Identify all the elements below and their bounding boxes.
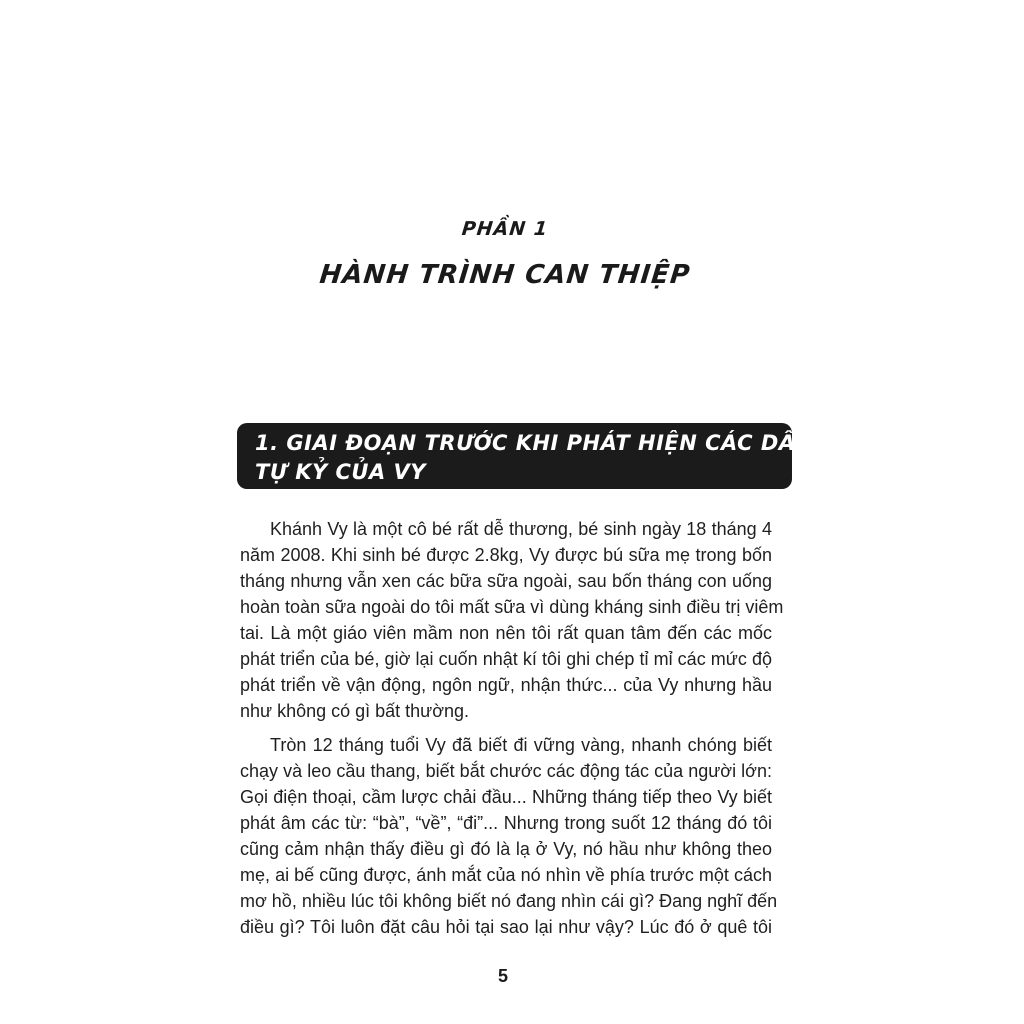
- part-title: HÀNH TRÌNH CAN THIỆP: [318, 260, 692, 290]
- section-heading-line-2: TỰ KỶ CỦA VY: [255, 460, 426, 484]
- paragraph-2: [240, 732, 778, 940]
- section-heading-box: [237, 423, 880, 489]
- paragraph-line: Khánh Vy là một cô bé rất dễ thương, bé sinh ngày 18 tháng 4: [270, 519, 772, 539]
- page-number: 5: [497, 966, 508, 986]
- paragraph-line: tháng nhưng vẫn xen các bữa sữa ngoài, sau bốn tháng con uống: [240, 571, 772, 591]
- paragraph-line: năm 2008. Khi sinh bé được 2.8kg, Vy được bú sữa mẹ trong bốn: [240, 545, 772, 565]
- paragraph-line: mẹ, ai bế cũng được, ánh mắt của nó nhìn về phía trước một cách: [240, 865, 772, 885]
- paragraph-line: cũng cảm nhận thấy điều gì đó là lạ ở Vy, nó hầu như không theo: [240, 839, 772, 859]
- paragraph-1: [240, 516, 784, 724]
- paragraph-line: phát âm các từ: “bà”, “về”, “đi”... Nhưng trong suốt 12 tháng đó tôi: [240, 813, 772, 833]
- body-text: [240, 516, 784, 940]
- paragraph-line: chạy và leo cầu thang, biết bắt chước các động tác của người lớn:: [240, 761, 772, 781]
- paragraph-line: tai. Là một giáo viên mầm non nên tôi rất quan tâm đến các mốc: [240, 623, 772, 643]
- paragraph-line: như không có gì bất thường.: [240, 701, 470, 721]
- section-heading-line-1: 1. GIAI ĐOẠN TRƯỚC KHI PHÁT HIỆN CÁC DẤU HIỆU: [255, 431, 880, 455]
- paragraph-line: phát triển về vận động, ngôn ngữ, nhận thức... của Vy nhưng hầu: [240, 675, 772, 695]
- paragraph-line: mơ hồ, nhiều lúc tôi không biết nó đang nhìn cái gì? Đang nghĩ đến: [240, 891, 778, 911]
- paragraph-line: Gọi điện thoại, cầm lược chải đầu... Những tháng tiếp theo Vy biết: [240, 787, 772, 807]
- paragraph-line: hoàn toàn sữa ngoài do tôi mất sữa vì dùng kháng sinh điều trị viêm: [240, 597, 784, 617]
- paragraph-line: điều gì? Tôi luôn đặt câu hỏi tại sao lại như vậy? Lúc đó ở quê tôi: [240, 917, 772, 937]
- paragraph-line: Tròn 12 tháng tuổi Vy đã biết đi vững vàng, nhanh chóng biết: [270, 735, 772, 755]
- paragraph-line: phát triển của bé, giờ lại cuốn nhật kí tôi ghi chép tỉ mỉ các mức độ: [240, 649, 772, 669]
- part-label: PHẦN 1: [460, 218, 550, 240]
